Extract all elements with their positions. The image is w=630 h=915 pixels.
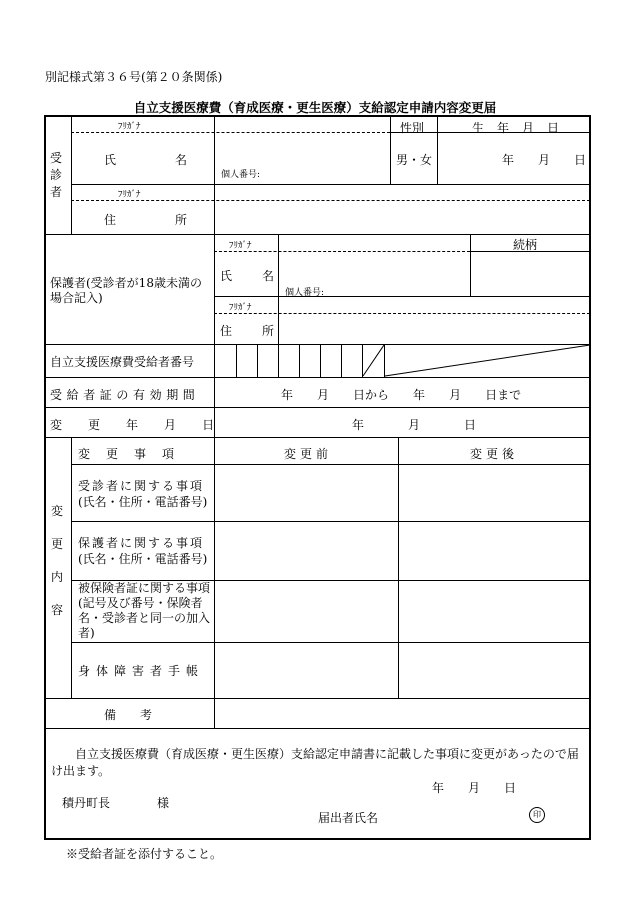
validity-value[interactable]: 年 月 日から 年 月 日まで (281, 388, 522, 402)
declaration-line2: け出ます。 (51, 764, 111, 778)
change-row-guardian: 保護者に関する事項 (氏名・住所・電話番号) (78, 536, 208, 566)
patient-address-label-2: 所 (175, 213, 188, 227)
remarks-label: 備 考 (104, 708, 153, 722)
submitter-name-field[interactable] (385, 805, 525, 825)
relation-label: 続柄 (513, 238, 538, 252)
before-patient-field[interactable] (215, 465, 397, 520)
declaration-date[interactable]: 年 月 日 (432, 781, 517, 795)
addressee-sama: 様 (157, 796, 170, 810)
birth-value[interactable]: 年 月 日 (502, 153, 587, 167)
col-item-header: 変 更 事 項 (78, 447, 177, 461)
col-after-header: 変更後 (470, 447, 519, 461)
guardian-name-label-2: 名 (262, 269, 275, 283)
guardian-address-label-1: 住 (220, 324, 233, 338)
patient-group-label: 受 診 者 (50, 151, 63, 199)
change-row-insurance: 被保険者証に関する事項 (記号及び番号・保険者 名・受診者と同一の加入 者) (78, 581, 211, 640)
patient-kojin-label: 個人番号: (221, 170, 261, 180)
validity-label: 受給者証の有効期間 (50, 388, 200, 402)
before-guardian-field[interactable] (215, 522, 397, 579)
seal-icon: 印 (529, 807, 545, 823)
form-code: 別記様式第３６号(第２０条関係) (45, 70, 223, 84)
addressee: 積丹町長 (62, 796, 111, 810)
before-disability-field[interactable] (215, 643, 397, 697)
declaration-line1: 自立支援医療費（育成医療・更生医療）支給認定申請書に記載した事項に変更があったので届 (75, 747, 579, 761)
change-group-label: 変 更 内 容 (51, 504, 64, 617)
before-insurance-field[interactable] (215, 581, 397, 641)
guardian-label: 保護者(受診者が18歳未満の 場合記入) (50, 276, 202, 305)
sex-label: 性別 (400, 121, 425, 135)
guardian-address-furigana: ﾌﾘｶﾞﾅ (229, 303, 252, 313)
patient-furigana-label: ﾌﾘｶﾞﾅ (118, 122, 141, 132)
remarks-field[interactable] (215, 699, 589, 727)
guardian-kojin-label: 個人番号: (285, 288, 325, 298)
guardian-name-label-1: 氏 (220, 269, 233, 283)
footnote: ※受給者証を添付すること。 (66, 847, 223, 861)
submitter-label: 届出者氏名 (318, 811, 379, 825)
patient-name-label-2: 名 (175, 153, 188, 167)
after-disability-field[interactable] (399, 643, 589, 697)
guardian-address-label-2: 所 (262, 324, 275, 338)
after-guardian-field[interactable] (399, 522, 589, 579)
birth-label: 生 年 月 日 (472, 121, 560, 135)
patient-address-furigana: ﾌﾘｶﾞﾅ (118, 190, 141, 200)
patient-name-label-1: 氏 (104, 153, 117, 167)
guardian-furigana-label: ﾌﾘｶﾞﾅ (229, 241, 252, 251)
change-date-value[interactable]: 年 月 日 (352, 418, 477, 432)
after-insurance-field[interactable] (399, 581, 589, 641)
change-row-patient: 受診者に関する事項 (氏名・住所・電話番号) (78, 479, 208, 509)
recipient-number-label: 自立支援医療費受給者番号 (50, 355, 195, 369)
after-patient-field[interactable] (399, 465, 589, 520)
patient-address-label-1: 住 (104, 213, 117, 227)
change-row-disability: 身体障害者手帳 (78, 664, 205, 678)
col-before-header: 変更前 (284, 447, 333, 461)
recipient-number-field[interactable] (215, 345, 383, 376)
change-date-label: 変 更 年 月 日 (50, 418, 215, 432)
form-title: 自立支援医療費（育成医療・更生医療）支給認定申請内容変更届 (133, 100, 497, 115)
sex-value[interactable]: 男・女 (396, 153, 433, 167)
